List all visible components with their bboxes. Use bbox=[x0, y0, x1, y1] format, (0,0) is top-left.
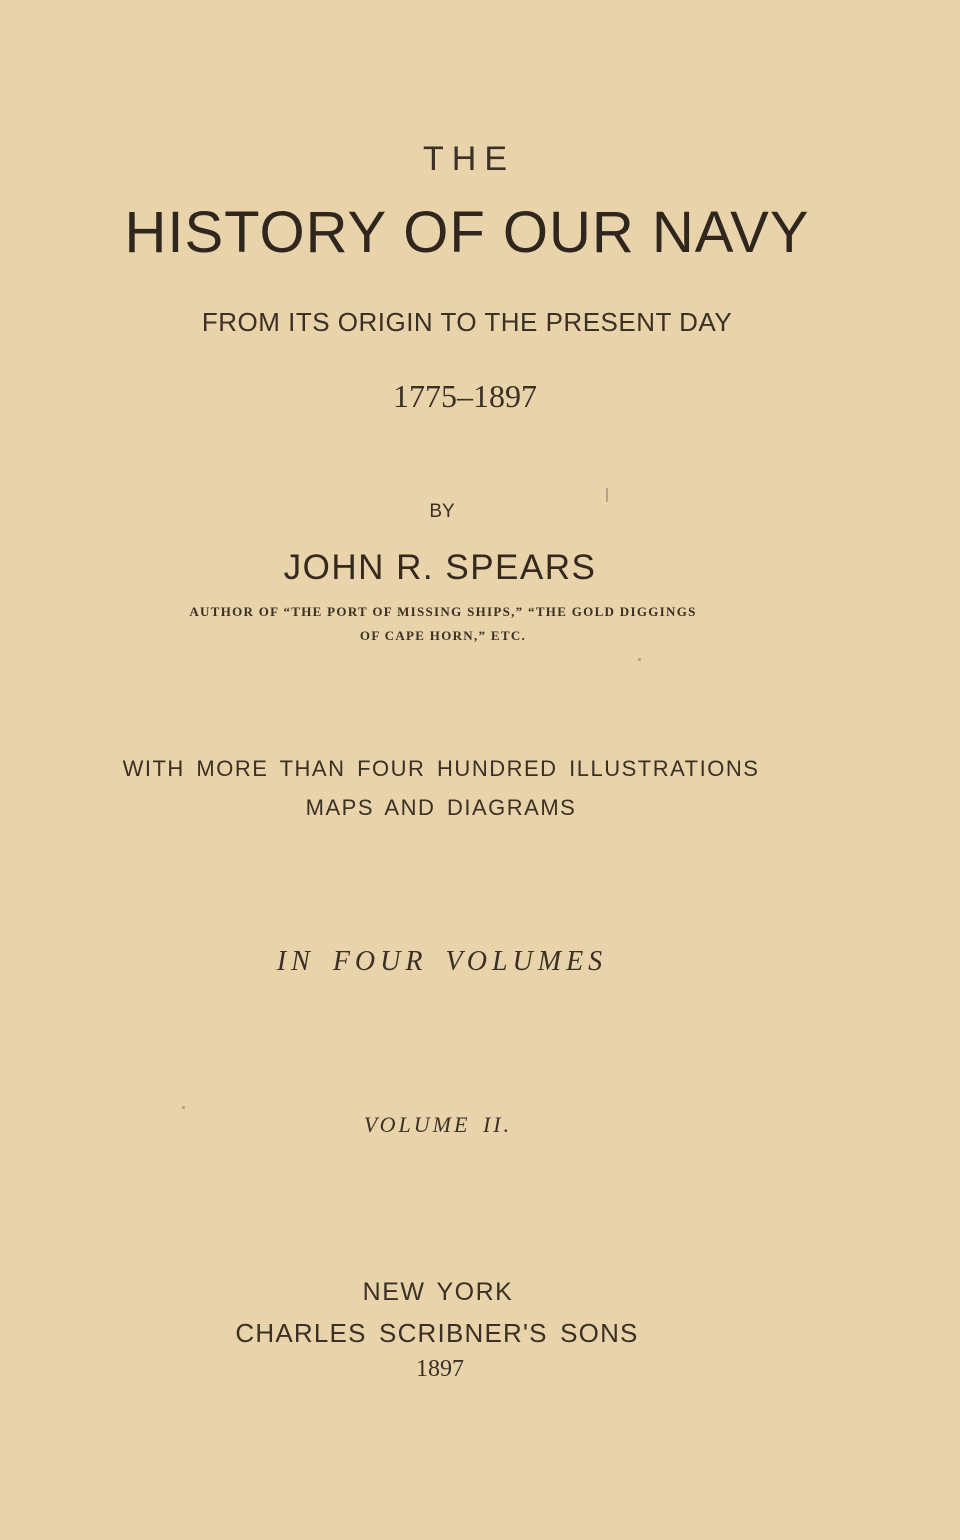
volume-count: IN FOUR VOLUMES bbox=[276, 946, 608, 977]
title-article: THE bbox=[423, 140, 515, 178]
volume-number: VOLUME II. bbox=[363, 1112, 513, 1137]
illustrations-note-line-1: WITH MORE THAN FOUR HUNDRED ILLUSTRATIONS bbox=[122, 756, 760, 781]
publisher-city: NEW YORK bbox=[362, 1278, 514, 1306]
year-range: 1775–1897 bbox=[393, 378, 537, 414]
by-line: BY bbox=[429, 501, 455, 522]
author-credits-line-1: AUTHOR OF “THE PORT OF MISSING SHIPS,” “THE GOLD DIGGINGS bbox=[189, 604, 697, 619]
publisher-name: CHARLES SCRIBNER'S SONS bbox=[235, 1318, 639, 1348]
book-title: HISTORY OF OUR NAVY bbox=[124, 200, 810, 265]
publication-year: 1897 bbox=[416, 1356, 464, 1382]
illustrations-note-line-2: MAPS AND DIAGRAMS bbox=[305, 795, 577, 820]
book-subtitle: FROM ITS ORIGIN TO THE PRESENT DAY bbox=[201, 307, 733, 337]
paper-speck bbox=[638, 658, 641, 661]
paper-speck bbox=[606, 488, 608, 502]
author-credits-line-2: OF CAPE HORN,” ETC. bbox=[359, 628, 527, 643]
paper-speck bbox=[182, 1106, 185, 1109]
author-name: JOHN R. SPEARS bbox=[283, 548, 597, 587]
